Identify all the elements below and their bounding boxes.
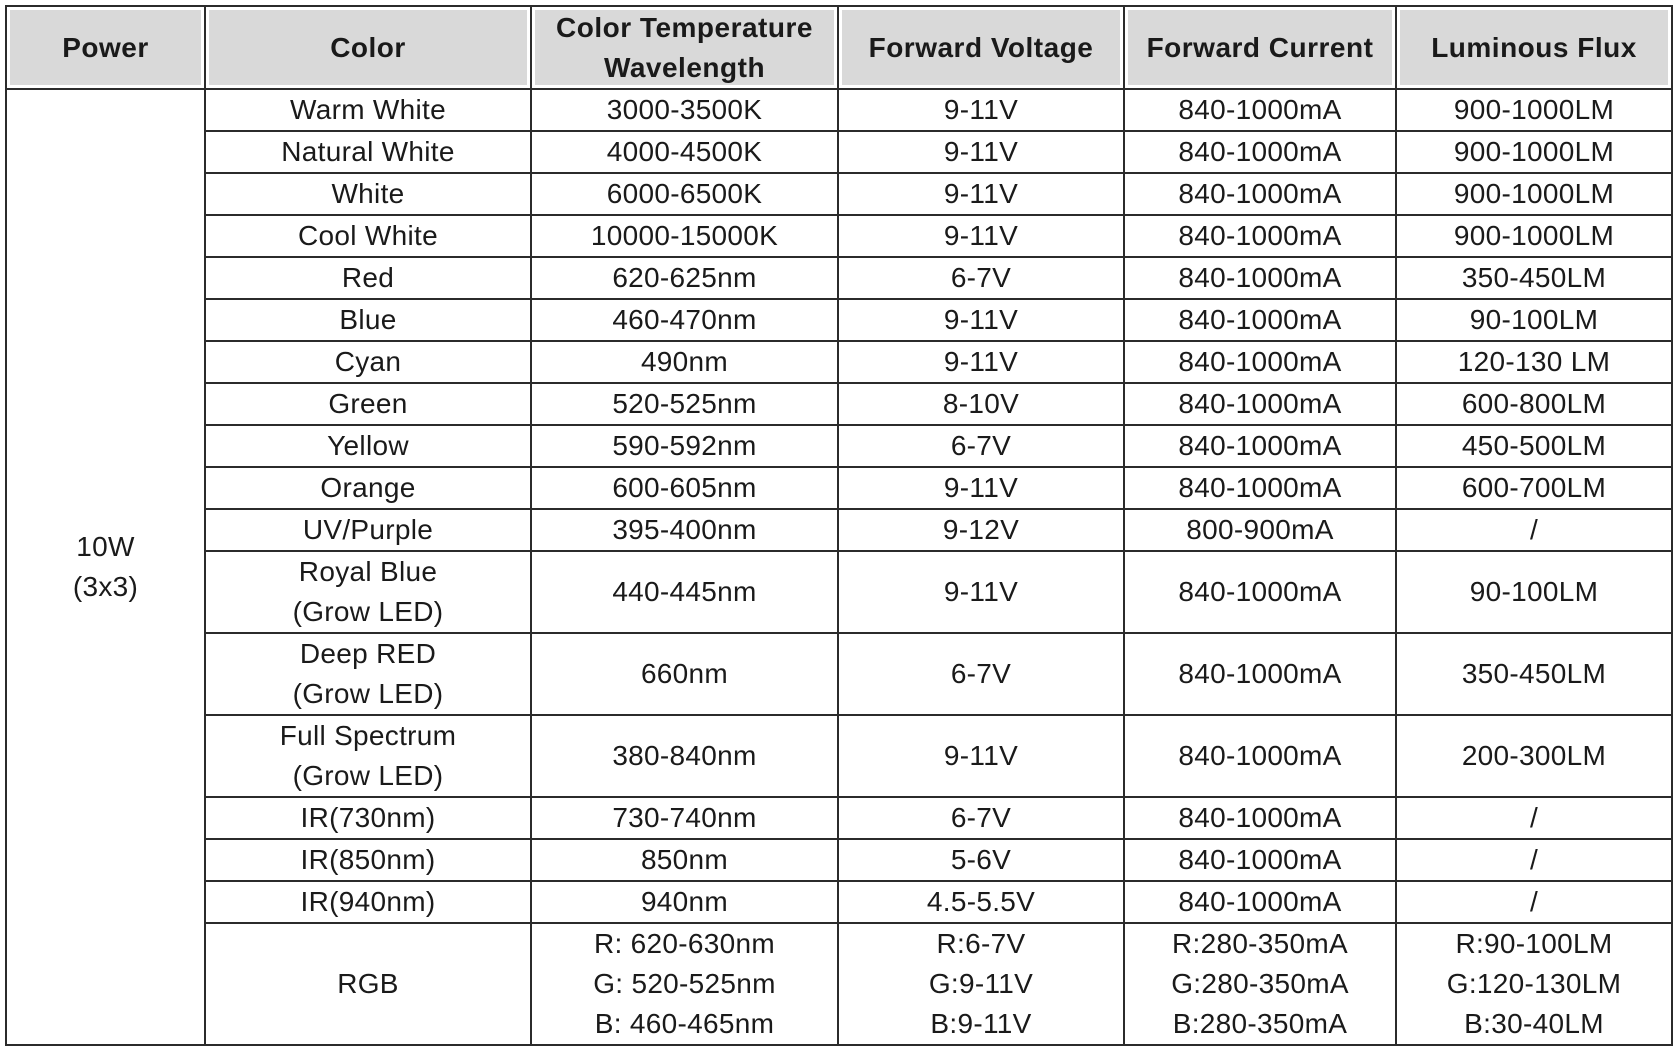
flux-cell: 120-130 LM (1396, 341, 1672, 383)
rgb-current-g: G:280-350mA (1171, 968, 1349, 999)
voltage-cell: 4.5-5.5V (838, 881, 1124, 923)
temp-cell: 660nm (531, 633, 838, 715)
table-row (6, 89, 1672, 131)
current-cell: 840-1000mA (1124, 881, 1396, 923)
current-cell: 840-1000mA (1124, 715, 1396, 797)
table-row (6, 215, 1672, 257)
flux-cell (1396, 923, 1672, 1045)
temp-cell: 520-525nm (531, 383, 838, 425)
color-cell: Yellow (205, 425, 531, 467)
voltage-cell: 6-7V (838, 257, 1124, 299)
voltage-cell (838, 923, 1124, 1045)
temp-cell: 600-605nm (531, 467, 838, 509)
flux-cell: 900-1000LM (1396, 173, 1672, 215)
temp-cell: 730-740nm (531, 797, 838, 839)
header-forward-voltage: Forward Voltage (838, 6, 1124, 89)
current-cell: 800-900mA (1124, 509, 1396, 551)
table-row (6, 509, 1672, 551)
voltage-cell: 9-11V (838, 131, 1124, 173)
color-cell: Warm White (205, 89, 531, 131)
flux-cell: / (1396, 797, 1672, 839)
table-row (6, 633, 1672, 715)
table-row (6, 715, 1672, 797)
table-row (6, 839, 1672, 881)
color-cell: UV/Purple (205, 509, 531, 551)
temp-cell: 590-592nm (531, 425, 838, 467)
header-temp-line1: Color Temperature (556, 11, 813, 43)
flux-cell: 900-1000LM (1396, 215, 1672, 257)
color-cell: IR(730nm) (205, 797, 531, 839)
voltage-cell: 9-11V (838, 173, 1124, 215)
led-spec-table (5, 5, 1673, 1046)
current-cell: 840-1000mA (1124, 551, 1396, 633)
temp-cell: 940nm (531, 881, 838, 923)
table-row (6, 299, 1672, 341)
flux-cell: 90-100LM (1396, 299, 1672, 341)
color-cell (205, 715, 531, 797)
flux-cell: 90-100LM (1396, 551, 1672, 633)
table-row (6, 257, 1672, 299)
header-color-temperature (531, 6, 838, 89)
current-cell: 840-1000mA (1124, 383, 1396, 425)
header-row (6, 6, 1672, 89)
rgb-voltage-b: B:9-11V (930, 1008, 1032, 1039)
color-cell: Natural White (205, 131, 531, 173)
flux-cell: / (1396, 839, 1672, 881)
color-cell: Blue (205, 299, 531, 341)
color-cell: IR(940nm) (205, 881, 531, 923)
voltage-cell: 9-11V (838, 551, 1124, 633)
current-cell: 840-1000mA (1124, 341, 1396, 383)
voltage-cell: 6-7V (838, 633, 1124, 715)
current-cell: 840-1000mA (1124, 633, 1396, 715)
rgb-flux-r: R:90-100LM (1455, 928, 1613, 959)
header-power: Power (6, 6, 205, 89)
current-cell: 840-1000mA (1124, 89, 1396, 131)
current-cell: 840-1000mA (1124, 467, 1396, 509)
color-note: (Grow LED) (292, 760, 444, 791)
table-row (6, 797, 1672, 839)
flux-cell: 450-500LM (1396, 425, 1672, 467)
flux-cell: 350-450LM (1396, 257, 1672, 299)
voltage-cell: 9-11V (838, 215, 1124, 257)
color-cell: Cyan (205, 341, 531, 383)
temp-cell: 490nm (531, 341, 838, 383)
flux-cell: 900-1000LM (1396, 131, 1672, 173)
voltage-cell: 9-11V (838, 299, 1124, 341)
current-cell: 840-1000mA (1124, 425, 1396, 467)
header-color: Color (205, 6, 531, 89)
power-cell (6, 89, 205, 1045)
voltage-cell: 9-11V (838, 467, 1124, 509)
temp-cell: 4000-4500K (531, 131, 838, 173)
rgb-voltage-r: R:6-7V (936, 928, 1026, 959)
color-cell: Green (205, 383, 531, 425)
spec-sheet (5, 5, 1671, 1039)
rgb-current-r: R:280-350mA (1171, 928, 1349, 959)
temp-cell: 440-445nm (531, 551, 838, 633)
temp-cell: 6000-6500K (531, 173, 838, 215)
color-name: Royal Blue (298, 556, 438, 587)
voltage-cell: 9-11V (838, 715, 1124, 797)
temp-cell: 10000-15000K (531, 215, 838, 257)
power-value: 10W (76, 531, 135, 562)
table-row (6, 551, 1672, 633)
voltage-cell: 5-6V (838, 839, 1124, 881)
header-temp-line2: Wavelength (603, 51, 766, 83)
table-row (6, 341, 1672, 383)
current-cell: 840-1000mA (1124, 797, 1396, 839)
temp-cell: 460-470nm (531, 299, 838, 341)
temp-cell (531, 923, 838, 1045)
flux-cell: / (1396, 881, 1672, 923)
current-cell: 840-1000mA (1124, 839, 1396, 881)
rgb-temp-b: B: 460-465nm (594, 1008, 775, 1039)
rgb-voltage-g: G:9-11V (928, 968, 1034, 999)
voltage-cell: 8-10V (838, 383, 1124, 425)
rgb-flux-g: G:120-130LM (1446, 968, 1622, 999)
rgb-current-b: B:280-350mA (1172, 1008, 1348, 1039)
temp-cell: 3000-3500K (531, 89, 838, 131)
current-cell: 840-1000mA (1124, 173, 1396, 215)
flux-cell: 600-800LM (1396, 383, 1672, 425)
table-row (6, 467, 1672, 509)
voltage-cell: 6-7V (838, 425, 1124, 467)
color-cell (205, 551, 531, 633)
color-cell: IR(850nm) (205, 839, 531, 881)
color-name: Deep RED (299, 638, 437, 669)
temp-cell: 380-840nm (531, 715, 838, 797)
color-cell (205, 633, 531, 715)
rgb-flux-b: B:30-40LM (1464, 1008, 1604, 1039)
current-cell (1124, 923, 1396, 1045)
table-row (6, 131, 1672, 173)
flux-cell: 200-300LM (1396, 715, 1672, 797)
table-row (6, 881, 1672, 923)
header-luminous-flux: Luminous Flux (1396, 6, 1672, 89)
table-row (6, 383, 1672, 425)
voltage-cell: 6-7V (838, 797, 1124, 839)
color-note: (Grow LED) (292, 678, 444, 709)
current-cell: 840-1000mA (1124, 299, 1396, 341)
flux-cell: 350-450LM (1396, 633, 1672, 715)
table-row (6, 173, 1672, 215)
color-cell: Red (205, 257, 531, 299)
voltage-cell: 9-11V (838, 89, 1124, 131)
voltage-cell: 9-11V (838, 341, 1124, 383)
temp-cell: 620-625nm (531, 257, 838, 299)
table-row-rgb (6, 923, 1672, 1045)
current-cell: 840-1000mA (1124, 257, 1396, 299)
rgb-temp-g: G: 520-525nm (593, 968, 776, 999)
voltage-cell: 9-12V (838, 509, 1124, 551)
current-cell: 840-1000mA (1124, 131, 1396, 173)
flux-cell: 600-700LM (1396, 467, 1672, 509)
color-cell: White (205, 173, 531, 215)
flux-cell: / (1396, 509, 1672, 551)
color-note: (Grow LED) (292, 596, 444, 627)
rgb-temp-r: R: 620-630nm (593, 928, 776, 959)
color-cell: Orange (205, 467, 531, 509)
flux-cell: 900-1000LM (1396, 89, 1672, 131)
header-forward-current: Forward Current (1124, 6, 1396, 89)
table-row (6, 425, 1672, 467)
color-name: Full Spectrum (279, 720, 457, 751)
temp-cell: 395-400nm (531, 509, 838, 551)
color-cell: RGB (205, 923, 531, 1045)
color-cell: Cool White (205, 215, 531, 257)
current-cell: 840-1000mA (1124, 215, 1396, 257)
power-size: (3x3) (72, 571, 139, 602)
temp-cell: 850nm (531, 839, 838, 881)
